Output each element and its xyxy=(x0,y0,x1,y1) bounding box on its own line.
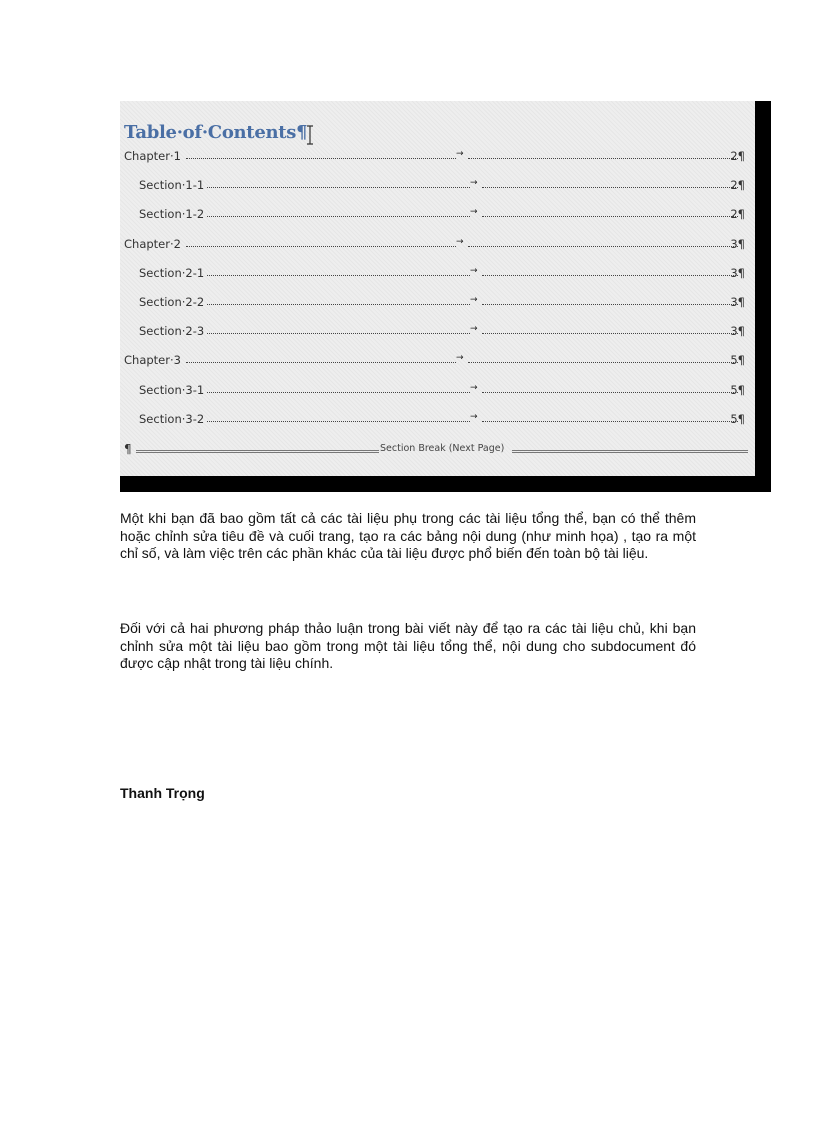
toc-entry[interactable] xyxy=(120,207,755,223)
toc-entry[interactable] xyxy=(120,237,755,253)
toc-entry[interactable] xyxy=(120,295,755,311)
toc-dot-leader xyxy=(207,187,470,188)
section-break xyxy=(124,442,748,458)
toc-entry-label: Section·3-2 xyxy=(139,411,205,426)
toc-dot-leader xyxy=(468,362,738,363)
toc-entry[interactable] xyxy=(120,412,755,428)
tab-arrow-icon: → xyxy=(470,207,478,218)
toc-title: Table·of·Contents¶ xyxy=(124,122,308,143)
toc-page-number: 5¶ xyxy=(730,382,745,397)
toc-dot-leader xyxy=(186,158,456,159)
author-signature: Thanh Trọng xyxy=(120,785,205,801)
section-break-line-left xyxy=(136,450,379,453)
toc-entry-label: Chapter·2 xyxy=(124,236,181,251)
toc-page-number: 2¶ xyxy=(730,149,745,163)
toc-entry[interactable] xyxy=(120,383,755,399)
toc-entry-label: Section·2-1 xyxy=(139,265,205,280)
toc-entry[interactable] xyxy=(120,266,755,282)
tab-arrow-icon: → xyxy=(470,265,478,276)
toc-page-number: 3¶ xyxy=(730,236,745,251)
toc-dot-leader xyxy=(482,392,738,393)
toc-page-number: 5¶ xyxy=(730,411,745,426)
toc-entry-label: Chapter·3 xyxy=(124,353,181,368)
toc-entry[interactable] xyxy=(120,353,755,369)
toc-dot-leader xyxy=(482,275,738,276)
section-break-line-right xyxy=(512,450,748,453)
toc-dot-leader xyxy=(207,216,470,217)
toc-dot-leader xyxy=(207,275,470,276)
section-break-label: Section Break (Next Page) xyxy=(380,443,505,454)
toc-entry-label: Chapter·1 xyxy=(124,149,181,163)
toc-entry[interactable] xyxy=(120,324,755,340)
toc-dot-leader xyxy=(207,333,470,334)
toc-screenshot-canvas xyxy=(120,101,755,476)
toc-dot-leader xyxy=(482,304,738,305)
toc-dot-leader xyxy=(468,246,738,247)
toc-page-number: 2¶ xyxy=(730,178,745,193)
body-paragraph-1: Một khi bạn đã bao gồm tất cả các tài liệu phụ trong các tài liệu tổng thể, bạn có thể thêm hoặc chỉnh sửa tiêu đề và cuối trang, tạo ra các bảng nội dung (như minh họa) , tạo ra một chỉ số, và làm việc trên các phần khác của tài liệu được phổ biến đến toàn bộ tài liệu. xyxy=(120,510,696,561)
toc-entry[interactable] xyxy=(120,178,755,194)
toc-dot-leader xyxy=(207,421,470,422)
toc-page-number: 2¶ xyxy=(730,207,745,222)
tab-arrow-icon: → xyxy=(470,324,478,335)
text-cursor-icon xyxy=(305,125,315,145)
toc-dot-leader xyxy=(482,187,738,188)
tab-arrow-icon: → xyxy=(470,178,478,189)
toc-entry-label: Section·2-2 xyxy=(139,295,205,309)
toc-dot-leader xyxy=(468,158,738,159)
toc-entry-label: Section·2-3 xyxy=(139,324,205,339)
toc-page-number: 5¶ xyxy=(730,353,745,368)
tab-arrow-icon: → xyxy=(470,382,478,393)
body-paragraph-2: Đối với cả hai phương pháp thảo luận trong bài viết này để tạo ra các tài liệu chủ, khi bạn chỉnh sửa một tài liệu bao gồm trong một tài liệu tổng thể, nội dung cho subdocument đó được cập nhật trong tài liệu chính. xyxy=(120,620,696,671)
toc-dot-leader xyxy=(207,392,470,393)
toc-entry-label: Section·1-2 xyxy=(139,207,205,222)
toc-entry[interactable] xyxy=(120,149,755,165)
toc-page-number: 3¶ xyxy=(730,324,745,339)
toc-page-number: 3¶ xyxy=(730,295,745,309)
toc-dot-leader xyxy=(207,304,470,305)
tab-arrow-icon: → xyxy=(456,353,464,364)
tab-arrow-icon: → xyxy=(456,236,464,247)
toc-screenshot xyxy=(120,101,771,492)
tab-arrow-icon: → xyxy=(456,149,464,159)
tab-arrow-icon: → xyxy=(470,411,478,422)
toc-page-number: 3¶ xyxy=(730,265,745,280)
toc-dot-leader xyxy=(482,216,738,217)
tab-arrow-icon: → xyxy=(470,295,478,305)
toc-dot-leader xyxy=(186,362,456,363)
toc-dot-leader xyxy=(482,333,738,334)
toc-entry-label: Section·3-1 xyxy=(139,382,205,397)
section-break-mark: ¶ xyxy=(124,442,132,456)
toc-dot-leader xyxy=(186,246,456,247)
toc-entry-label: Section·1-1 xyxy=(139,178,205,193)
toc-dot-leader xyxy=(482,421,738,422)
